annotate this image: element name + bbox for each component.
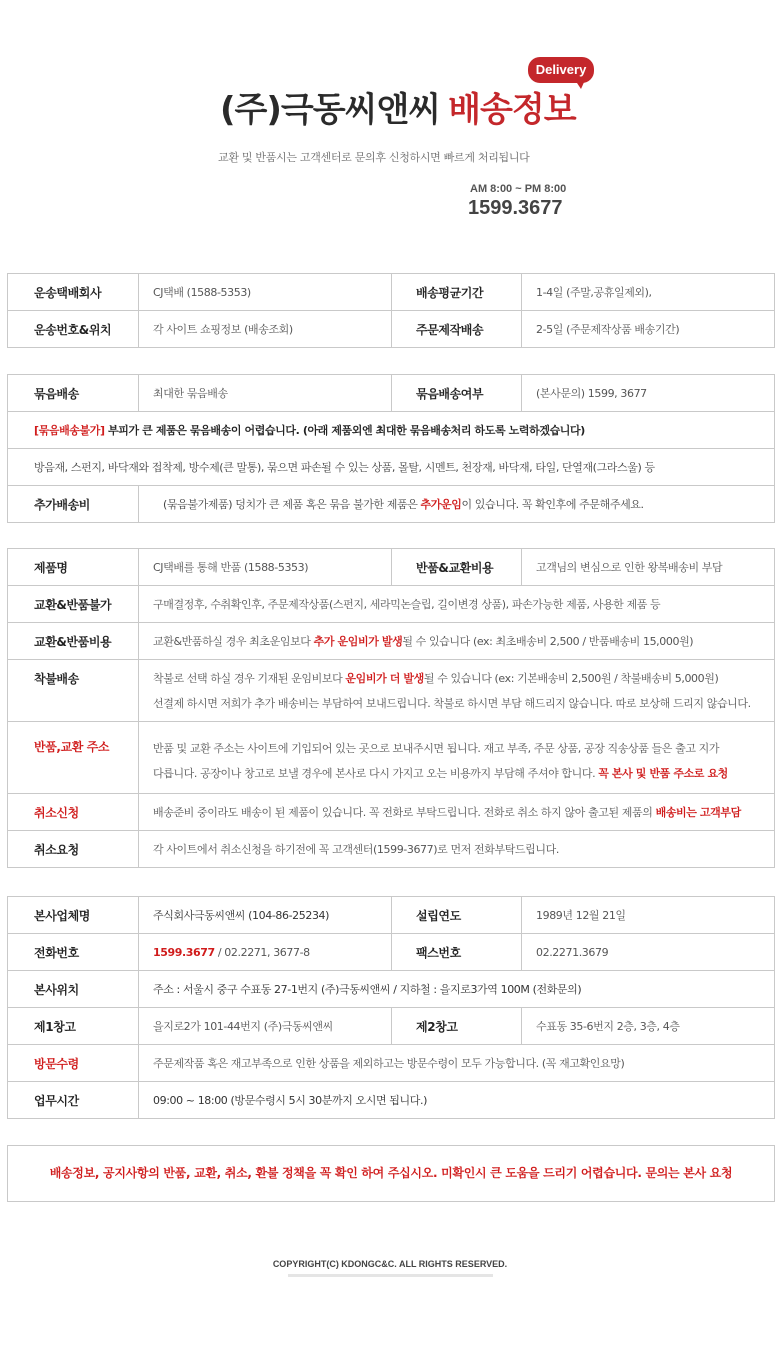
cancel-value <box>139 794 775 831</box>
custom-delivery-value: 2-5일 (주문제작상품 배송기간) <box>522 311 775 348</box>
carrier-label: 운송택배회사 <box>8 274 139 311</box>
bundle-q-value: (본사문의) 1599, 3677 <box>522 375 775 412</box>
cod-line-1-a: 착불로 선택 하실 경우 기재된 운임비보다 <box>153 671 346 685</box>
delivery-info-table <box>7 273 775 348</box>
phone-number[interactable]: 1599.3677 <box>468 197 563 219</box>
cancel-text-red: 배송비는 고객부담 <box>655 806 741 819</box>
bundle-value: 최대한 묶음배송 <box>139 375 392 412</box>
table-row <box>8 1008 775 1045</box>
header-subtitle: 교환 및 반품시는 고객센터로 문의후 신청하시면 빠르게 처리됩니다 <box>218 151 530 164</box>
table-row <box>8 623 775 660</box>
bundle-q-label: 묶음배송여부 <box>392 375 522 412</box>
footer-divider <box>288 1274 493 1277</box>
tel-label: 전화번호 <box>8 934 139 971</box>
return-cost-value: 고객님의 변심으로 인한 왕복배송비 부담 <box>522 549 775 586</box>
visit-label: 방문수령 <box>8 1045 139 1082</box>
founded-label: 설립연도 <box>392 897 522 934</box>
badge-tail <box>575 80 585 89</box>
bundle-info-table <box>7 374 775 523</box>
product-value: CJ택배를 통해 반품 (1588-5353) <box>139 549 392 586</box>
table-row <box>8 897 775 934</box>
tracking-value: 각 사이트 쇼핑정보 (배송조회) <box>139 311 392 348</box>
biz-label: 본사업체명 <box>8 897 139 934</box>
product-label: 제품명 <box>8 549 139 586</box>
table-row <box>8 549 775 586</box>
exchange-cost-label: 교환&반품비용 <box>8 623 139 660</box>
extra-fee-text-a: (묶음불가제품) 덩치가 큰 제품 혹은 묶음 불가한 제품은 <box>163 498 421 511</box>
return-info-table <box>7 548 775 868</box>
header <box>0 0 780 240</box>
fax-label: 팩스번호 <box>392 934 522 971</box>
carrier-value: CJ택배 (1588-5353) <box>139 274 392 311</box>
cod-label: 착불배송 <box>8 660 139 722</box>
cancel-request-value: 각 사이트에서 취소신청을 하기전에 꼭 고객센터(1599-3677)로 먼저 전화부탁드립니다. <box>139 831 775 868</box>
policy-notice: 배송정보, 공지사항의 반품, 교환, 취소, 환불 정책을 꼭 확인 하여 주십시오. 미확인시 큰 도움을 드리기 어렵습니다. 문의는 본사 요청 <box>7 1145 775 1202</box>
delivery-badge: Delivery <box>528 57 594 83</box>
cod-line-1-red: 운임비가 더 발생 <box>345 671 424 685</box>
bundle-label: 묶음배송 <box>8 375 139 412</box>
location-label: 본사위치 <box>8 971 139 1008</box>
exchange-cost-value <box>139 623 775 660</box>
warehouse-2-value: 수표동 35-6번지 2층, 3층, 4층 <box>522 1008 775 1045</box>
bundle-unavailable-row <box>8 412 775 449</box>
cancel-text-a: 배송준비 중이라도 배송이 된 제품이 있습니다. 꼭 전화로 부탁드립니다. 전화로 취소 하지 않아 출고된 제품의 <box>153 806 656 819</box>
cod-line-1-b: 될 수 있습니다 (ex: 기본배송비 2,500원 / 착불배송비 5,000원) <box>423 671 719 685</box>
office-hours-label: 업무시간 <box>8 1082 139 1119</box>
bundle-unavailable-tag: [묶음배송불가] <box>34 424 105 437</box>
tel-value <box>139 934 392 971</box>
extra-fee-value <box>139 486 775 523</box>
table-row <box>8 660 775 722</box>
warehouse-1-label: 제1창고 <box>8 1008 139 1045</box>
tracking-label: 운송번호&위치 <box>8 311 139 348</box>
table-row <box>8 722 775 794</box>
table-row <box>8 274 775 311</box>
exchange-cost-text-a: 교환&반품하실 경우 최초운임보다 <box>153 635 314 648</box>
biz-value: 주식회사극동씨앤씨 (104-86-25234) <box>139 897 392 934</box>
founded-value: 1989년 12월 21일 <box>522 897 775 934</box>
table-row <box>8 934 775 971</box>
table-row <box>8 794 775 831</box>
page-title <box>220 82 576 131</box>
exchange-cost-text-red: 추가 운임비가 발생 <box>313 635 403 648</box>
cancel-request-label: 취소요청 <box>8 831 139 868</box>
fax-value: 02.2271.3679 <box>522 934 775 971</box>
table-row <box>8 586 775 623</box>
business-hours: AM 8:00 ~ PM 8:00 <box>470 183 567 195</box>
table-row <box>8 375 775 412</box>
cod-line-2: 선결제 하시면 저희가 추가 배송비는 부담하여 보내드립니다. 착불로 하시면 부담 해드리지 않습니다. 따로 보상해 드리지 않습니다. <box>153 696 751 710</box>
location-value: 주소 : 서울시 중구 수표동 27-1번지 (주)극동씨앤씨 / 지하철 : 을지로3가역 100M (전화문의) <box>139 971 775 1008</box>
visit-value: 주문제작품 혹은 재고부족으로 인한 상품을 제외하고는 방문수령이 모두 가능합니다. (꼭 재고확인요망) <box>139 1045 775 1082</box>
avg-period-value: 1-4일 (주말,공휴일제외), <box>522 274 775 311</box>
title-highlight: 배송정보 <box>448 90 576 130</box>
return-address-line-1: 반품 및 교환 주소는 사이트에 기입되어 있는 곳으로 보내주시면 됩니다. 재고 부족, 주문 상품, 공장 직송상품 들은 출고 지가 <box>153 741 720 755</box>
bundle-unavailable-text: 부피가 큰 제품은 묶음배송이 어렵습니다. (아래 제품외엔 최대한 묶음배송처리 하도록 노력하겠습니다) <box>104 424 585 437</box>
copyright: COPYRIGHT(C) KDONGC&C. ALL RIGHTS RESERVED. <box>272 1259 508 1269</box>
table-row <box>8 486 775 523</box>
bundle-items-text: 방음재, 스펀지, 바닥재와 접착제, 방수제(큰 말통), 묶으면 파손될 수 있는 상품, 몰탈, 시멘트, 천장재, 바닥재, 타일, 단열재(그라스울) 등 <box>8 449 775 486</box>
office-hours-value: 09:00 ~ 18:00 (방문수령시 5시 30분까지 오시면 됩니다.) <box>139 1082 775 1119</box>
avg-period-label: 배송평균기간 <box>392 274 522 311</box>
table-row <box>8 1082 775 1119</box>
return-address-line-2 <box>153 761 760 786</box>
cod-line-1 <box>153 666 760 691</box>
return-address-line-2-a: 다릅니다. 공장이나 창고로 보낼 경우에 본사로 다시 가지고 오는 비용까지 부담해 주셔야 합니다. <box>153 766 599 780</box>
warehouse-2-label: 제2창고 <box>392 1008 522 1045</box>
company-info-table <box>7 896 775 1119</box>
exchange-cost-text-b: 될 수 있습니다 (ex: 최초배송비 2,500 / 반품배송비 15,000원) <box>402 635 694 648</box>
company-name: (주)극동씨앤씨 <box>220 90 441 130</box>
table-row <box>8 449 775 486</box>
table-row <box>8 412 775 449</box>
cod-value <box>139 660 775 722</box>
extra-fee-text-b: 이 있습니다. 꼭 확인후에 주문해주세요. <box>461 498 644 511</box>
table-row <box>8 971 775 1008</box>
table-row <box>8 1045 775 1082</box>
tel-main[interactable]: 1599.3677 <box>153 945 215 959</box>
table-row <box>8 311 775 348</box>
tel-rest: / 02.2271, 3677-8 <box>214 945 310 959</box>
custom-delivery-label: 주문제작배송 <box>392 311 522 348</box>
no-return-label: 교환&반품불가 <box>8 586 139 623</box>
no-return-value: 구매결정후, 수취확인후, 주문제작상품(스펀지, 세라믹논슬립, 길이변경 상품), 파손가능한 제품, 사용한 제품 등 <box>139 586 775 623</box>
extra-fee-label: 추가배송비 <box>8 486 139 523</box>
cancel-label: 취소신청 <box>8 794 139 831</box>
warehouse-1-value: 을지로2가 101-44번지 (주)극동씨앤씨 <box>139 1008 392 1045</box>
return-address-label: 반품,교환 주소 <box>8 722 139 794</box>
return-cost-label: 반품&교환비용 <box>392 549 522 586</box>
return-address-value <box>139 722 775 794</box>
extra-fee-text-red: 추가운임 <box>420 498 462 511</box>
return-address-line-2-red: 꼭 본사 및 반품 주소로 요청 <box>598 766 728 780</box>
table-row <box>8 831 775 868</box>
